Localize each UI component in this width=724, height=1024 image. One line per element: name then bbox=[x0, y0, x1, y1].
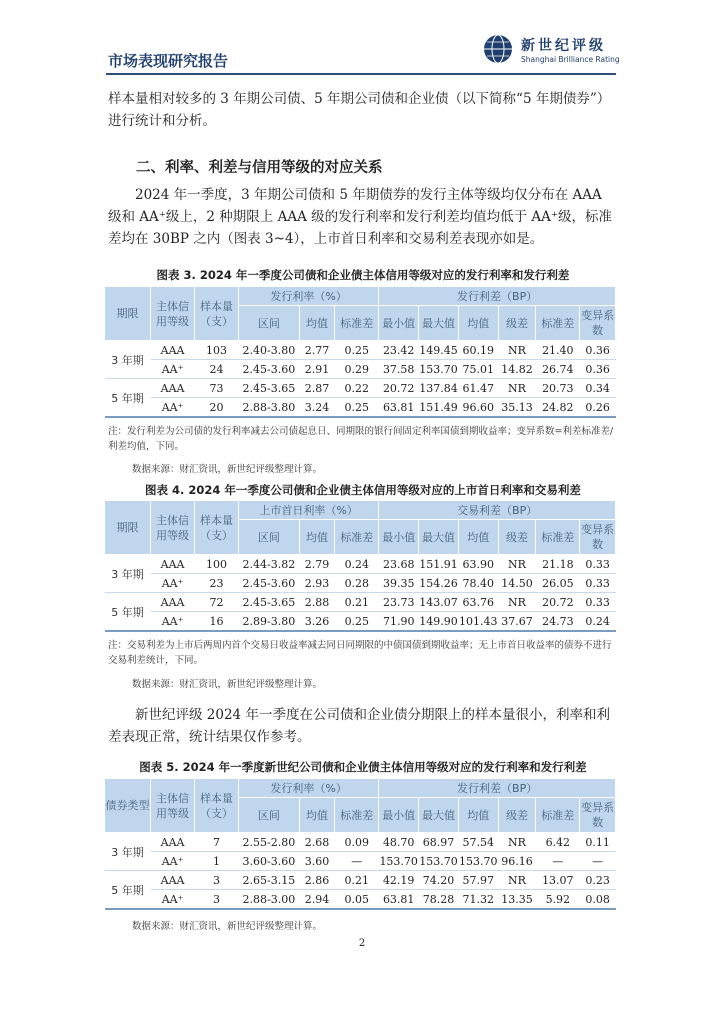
cell-sample: 103 bbox=[195, 341, 239, 360]
header-group-spread: 发行利差（BP） bbox=[379, 287, 616, 306]
intro-paragraph: 样本量相对较多的 3 年期公司债、5 年期公司债和企业债（以下简称“5 年期债券”）进行统计和分析。 bbox=[108, 91, 611, 129]
cell-range: 3.60-3.60 bbox=[239, 852, 300, 871]
cell-min: 153.70 bbox=[379, 852, 419, 871]
cell-max: 68.97 bbox=[419, 833, 459, 852]
header-max: 最大值 bbox=[419, 798, 459, 833]
cell-mean: 2.93 bbox=[299, 574, 335, 593]
header-cv: 变异系数 bbox=[580, 306, 616, 341]
cell-range: 2.89-3.80 bbox=[239, 612, 300, 632]
cell-std: — bbox=[335, 852, 379, 871]
cell-sample: 100 bbox=[195, 555, 239, 574]
cell-max: 151.91 bbox=[419, 555, 459, 574]
header-cv: 变异系数 bbox=[580, 798, 616, 833]
cell-rating: AAA bbox=[151, 341, 195, 360]
header-range: 区间 bbox=[239, 306, 300, 341]
cell-spread-std: — bbox=[536, 852, 580, 871]
header-spread-mean: 均值 bbox=[458, 798, 498, 833]
cell-range: 2.40-3.80 bbox=[239, 341, 300, 360]
cell-cv: 0.26 bbox=[580, 398, 616, 418]
cell-mean: 2.87 bbox=[299, 379, 335, 398]
cell-rating: AAA bbox=[151, 833, 195, 852]
cell-std: 0.24 bbox=[335, 555, 379, 574]
table4-caption: 图表 4. 2024 年一季度公司债和企业债主体信用等级对应的上市首日利率和交易利差 bbox=[145, 483, 581, 497]
header-period: 期限 bbox=[105, 501, 151, 555]
cell-diff: NR bbox=[498, 341, 536, 360]
table-row bbox=[105, 890, 616, 910]
cell-period: 3 年期 bbox=[105, 555, 151, 593]
cell-min: 63.81 bbox=[379, 398, 419, 418]
report-header-title: 市场表现研究报告 bbox=[108, 52, 229, 70]
cell-range: 2.44-3.82 bbox=[239, 555, 300, 574]
cell-sample: 3 bbox=[195, 890, 239, 910]
cell-diff: NR bbox=[498, 593, 536, 612]
header-group-rate: 发行利率（%） bbox=[239, 779, 379, 798]
cell-cv: 0.23 bbox=[580, 871, 616, 890]
cell-min: 48.70 bbox=[379, 833, 419, 852]
table5 bbox=[104, 778, 616, 910]
cell-mean: 2.77 bbox=[299, 341, 335, 360]
cell-sample: 3 bbox=[195, 871, 239, 890]
cell-spread-mean: 101.43 bbox=[458, 612, 498, 632]
cell-cv: 0.36 bbox=[580, 360, 616, 379]
cell-diff: 13.35 bbox=[498, 890, 536, 910]
cell-spread-mean: 63.76 bbox=[458, 593, 498, 612]
cell-sample: 23 bbox=[195, 574, 239, 593]
header-spread-mean: 均值 bbox=[458, 520, 498, 555]
cell-spread-std: 24.82 bbox=[536, 398, 580, 418]
cell-spread-std: 24.73 bbox=[536, 612, 580, 632]
cell-spread-mean: 75.01 bbox=[458, 360, 498, 379]
header-std: 标准差 bbox=[335, 798, 379, 833]
table4-body bbox=[105, 555, 616, 632]
cell-spread-mean: 57.97 bbox=[458, 871, 498, 890]
header-sample: 样本量（支） bbox=[195, 287, 239, 341]
page-number: 2 bbox=[358, 938, 366, 949]
cell-min: 63.81 bbox=[379, 890, 419, 910]
cell-mean: 3.24 bbox=[299, 398, 335, 418]
table-row bbox=[105, 833, 616, 852]
header-min: 最小值 bbox=[379, 798, 419, 833]
cell-diff: NR bbox=[498, 379, 536, 398]
cell-spread-std: 20.73 bbox=[536, 379, 580, 398]
header-mean: 均值 bbox=[299, 306, 335, 341]
brand-logo bbox=[483, 32, 623, 72]
header-mean: 均值 bbox=[299, 520, 335, 555]
cell-period: 3 年期 bbox=[105, 341, 151, 379]
cell-spread-std: 13.07 bbox=[536, 871, 580, 890]
cell-spread-mean: 57.54 bbox=[458, 833, 498, 852]
header-spread-std: 标准差 bbox=[536, 306, 580, 341]
cell-cv: 0.34 bbox=[580, 379, 616, 398]
cell-range: 2.88-3.80 bbox=[239, 398, 300, 418]
cell-min: 39.35 bbox=[379, 574, 419, 593]
cell-rating: AA⁺ bbox=[151, 574, 195, 593]
cell-sample: 72 bbox=[195, 593, 239, 612]
cell-std: 0.25 bbox=[335, 612, 379, 632]
cell-period: 5 年期 bbox=[105, 379, 151, 418]
cell-diff: NR bbox=[498, 555, 536, 574]
cell-period: 3 年期 bbox=[105, 833, 151, 871]
cell-sample: 7 bbox=[195, 833, 239, 852]
cell-diff: NR bbox=[498, 833, 536, 852]
cell-rating: AAA bbox=[151, 379, 195, 398]
header-cv: 变异系数 bbox=[580, 520, 616, 555]
table4 bbox=[104, 500, 616, 632]
cell-rating: AA⁺ bbox=[151, 612, 195, 632]
cell-max: 154.26 bbox=[419, 574, 459, 593]
table5-caption: 图表 5. 2024 年一季度新世纪公司债和企业债主体信用等级对应的发行利率和发行利差 bbox=[139, 760, 587, 774]
cell-cv: 0.33 bbox=[580, 574, 616, 593]
header-period: 期限 bbox=[105, 287, 151, 341]
header-diff: 级差 bbox=[498, 520, 536, 555]
cell-spread-std: 20.72 bbox=[536, 593, 580, 612]
cell-cv: 0.11 bbox=[580, 833, 616, 852]
cell-spread-mean: 78.40 bbox=[458, 574, 498, 593]
cell-spread-std: 26.05 bbox=[536, 574, 580, 593]
cell-rating: AA⁺ bbox=[151, 890, 195, 910]
table4-note: 注：交易利差为上市后两周内首个交易日收益率减去同日同期限的中债国债到期收益率；无上市首日收益率的债券不进行交易利差统计，下同。 bbox=[108, 640, 612, 666]
cell-mean: 2.79 bbox=[299, 555, 335, 574]
cell-spread-std: 5.92 bbox=[536, 890, 580, 910]
header-mean: 均值 bbox=[299, 798, 335, 833]
cell-spread-mean: 96.60 bbox=[458, 398, 498, 418]
header-group-spread: 发行利差（BP） bbox=[379, 779, 616, 798]
table-row bbox=[105, 341, 616, 360]
cell-range: 2.45-3.60 bbox=[239, 574, 300, 593]
cell-cv: 0.36 bbox=[580, 341, 616, 360]
cell-range: 2.45-3.60 bbox=[239, 360, 300, 379]
cell-rating: AAA bbox=[151, 555, 195, 574]
header-min: 最小值 bbox=[379, 520, 419, 555]
header-bond-type: 债券类型 bbox=[105, 779, 151, 833]
table-row bbox=[105, 555, 616, 574]
cell-min: 23.73 bbox=[379, 593, 419, 612]
cell-cv: 0.24 bbox=[580, 612, 616, 632]
cell-cv: — bbox=[580, 852, 616, 871]
header-range: 区间 bbox=[239, 520, 300, 555]
cell-std: 0.28 bbox=[335, 574, 379, 593]
table-row bbox=[105, 379, 616, 398]
table-row bbox=[105, 398, 616, 418]
header-diff: 级差 bbox=[498, 798, 536, 833]
table3-body bbox=[105, 341, 616, 418]
cell-diff: 35.13 bbox=[498, 398, 536, 418]
table-row bbox=[105, 574, 616, 593]
cell-mean: 2.86 bbox=[299, 871, 335, 890]
cell-max: 143.07 bbox=[419, 593, 459, 612]
cell-min: 37.58 bbox=[379, 360, 419, 379]
header-rating: 主体信用等级 bbox=[151, 501, 195, 555]
header-sample: 样本量（支） bbox=[195, 501, 239, 555]
table5-body bbox=[105, 833, 616, 910]
table3 bbox=[104, 286, 616, 418]
cell-diff: 14.82 bbox=[498, 360, 536, 379]
cell-sample: 16 bbox=[195, 612, 239, 632]
header-sample: 样本量（支） bbox=[195, 779, 239, 833]
table3-source: 数据来源：财汇资讯，新世纪评级整理计算。 bbox=[132, 464, 323, 475]
cell-period: 5 年期 bbox=[105, 593, 151, 632]
header-group-spread: 交易利差（BP） bbox=[379, 501, 616, 520]
cell-spread-std: 21.18 bbox=[536, 555, 580, 574]
cell-spread-std: 26.74 bbox=[536, 360, 580, 379]
cell-max: 137.84 bbox=[419, 379, 459, 398]
cell-max: 153.70 bbox=[419, 360, 459, 379]
table-row bbox=[105, 360, 616, 379]
cell-spread-mean: 71.32 bbox=[458, 890, 498, 910]
cell-max: 151.49 bbox=[419, 398, 459, 418]
cell-min: 71.90 bbox=[379, 612, 419, 632]
cell-range: 2.55-2.80 bbox=[239, 833, 300, 852]
header-spread-mean: 均值 bbox=[458, 306, 498, 341]
cell-std: 0.09 bbox=[335, 833, 379, 852]
cell-min: 20.72 bbox=[379, 379, 419, 398]
cell-rating: AA⁺ bbox=[151, 852, 195, 871]
cell-sample: 24 bbox=[195, 360, 239, 379]
paragraph-1: 2024 年一季度，3 年期公司债和 5 年期债券的发行主体等级均仅分布在 AAA 级和 AA⁺级上，2 种期限上 AAA 级的发行利率和发行利差均值均低于 AA⁺级，标准差均在 30BP 之内（图表 3~4），上市首日利率和交易利差表现亦如是。 bbox=[108, 187, 613, 247]
header-spread-std: 标准差 bbox=[536, 520, 580, 555]
header-min: 最小值 bbox=[379, 306, 419, 341]
cell-max: 149.90 bbox=[419, 612, 459, 632]
cell-min: 23.68 bbox=[379, 555, 419, 574]
cell-max: 153.70 bbox=[419, 852, 459, 871]
cell-max: 74.20 bbox=[419, 871, 459, 890]
header-max: 最大值 bbox=[419, 520, 459, 555]
cell-spread-mean: 61.47 bbox=[458, 379, 498, 398]
cell-std: 0.21 bbox=[335, 871, 379, 890]
header-std: 标准差 bbox=[335, 306, 379, 341]
cell-spread-std: 21.40 bbox=[536, 341, 580, 360]
cell-mean: 2.91 bbox=[299, 360, 335, 379]
cell-diff: 96.16 bbox=[498, 852, 536, 871]
cell-sample: 20 bbox=[195, 398, 239, 418]
table-row bbox=[105, 593, 616, 612]
table-row bbox=[105, 871, 616, 890]
cell-mean: 3.26 bbox=[299, 612, 335, 632]
cell-rating: AAA bbox=[151, 593, 195, 612]
table-row bbox=[105, 612, 616, 632]
header-rating: 主体信用等级 bbox=[151, 779, 195, 833]
cell-sample: 1 bbox=[195, 852, 239, 871]
globe-logo-icon bbox=[483, 34, 513, 64]
cell-std: 0.05 bbox=[335, 890, 379, 910]
cell-std: 0.29 bbox=[335, 360, 379, 379]
cell-cv: 0.33 bbox=[580, 593, 616, 612]
cell-mean: 2.94 bbox=[299, 890, 335, 910]
cell-rating: AA⁺ bbox=[151, 398, 195, 418]
cell-spread-std: 6.42 bbox=[536, 833, 580, 852]
table-row bbox=[105, 852, 616, 871]
cell-mean: 3.60 bbox=[299, 852, 335, 871]
header-max: 最大值 bbox=[419, 306, 459, 341]
cell-rating: AA⁺ bbox=[151, 360, 195, 379]
cell-diff: NR bbox=[498, 871, 536, 890]
section-heading: 二、利率、利差与信用等级的对应关系 bbox=[136, 160, 383, 176]
cell-max: 78.28 bbox=[419, 890, 459, 910]
cell-min: 23.42 bbox=[379, 341, 419, 360]
paragraph-2: 新世纪评级 2024 年一季度在公司债和企业债分期限上的样本量很小，利率和利差表现正常，统计结果仅作参考。 bbox=[108, 707, 610, 745]
table3-caption: 图表 3. 2024 年一季度公司债和企业债主体信用等级对应的发行利率和发行利差 bbox=[156, 268, 570, 282]
cell-cv: 0.33 bbox=[580, 555, 616, 574]
logo-english-name: Shanghai Brilliance Rating bbox=[521, 55, 620, 64]
header-diff: 级差 bbox=[498, 306, 536, 341]
cell-max: 149.45 bbox=[419, 341, 459, 360]
header-range: 区间 bbox=[239, 798, 300, 833]
logo-chinese-name: 新世纪评级 bbox=[521, 38, 606, 54]
cell-std: 0.21 bbox=[335, 593, 379, 612]
cell-range: 2.45-3.65 bbox=[239, 379, 300, 398]
cell-spread-mean: 63.90 bbox=[458, 555, 498, 574]
cell-period: 5 年期 bbox=[105, 871, 151, 910]
cell-spread-mean: 153.70 bbox=[458, 852, 498, 871]
table3-note: 注：发行利差为公司债的发行利率减去公司债起息日、同期限的银行间固定利率国债到期收益率；变异系数=利差标准差/利差均值，下同。 bbox=[108, 426, 614, 452]
cell-range: 2.65-3.15 bbox=[239, 871, 300, 890]
header-group-rate: 发行利率（%） bbox=[239, 287, 379, 306]
cell-diff: 14.50 bbox=[498, 574, 536, 593]
header-divider bbox=[106, 73, 616, 75]
cell-mean: 2.88 bbox=[299, 593, 335, 612]
cell-cv: 0.08 bbox=[580, 890, 616, 910]
cell-spread-mean: 60.19 bbox=[458, 341, 498, 360]
cell-sample: 73 bbox=[195, 379, 239, 398]
header-group-rate: 上市首日利率（%） bbox=[239, 501, 379, 520]
table5-source: 数据来源：财汇资讯，新世纪评级整理计算。 bbox=[132, 921, 323, 932]
header-std: 标准差 bbox=[335, 520, 379, 555]
cell-rating: AAA bbox=[151, 871, 195, 890]
cell-std: 0.22 bbox=[335, 379, 379, 398]
cell-std: 0.25 bbox=[335, 341, 379, 360]
table4-source: 数据来源：财汇资讯，新世纪评级整理计算。 bbox=[132, 679, 323, 690]
cell-diff: 37.67 bbox=[498, 612, 536, 632]
cell-range: 2.45-3.65 bbox=[239, 593, 300, 612]
cell-std: 0.25 bbox=[335, 398, 379, 418]
cell-min: 42.19 bbox=[379, 871, 419, 890]
header-spread-std: 标准差 bbox=[536, 798, 580, 833]
header-rating: 主体信用等级 bbox=[151, 287, 195, 341]
cell-range: 2.88-3.00 bbox=[239, 890, 300, 910]
cell-mean: 2.68 bbox=[299, 833, 335, 852]
